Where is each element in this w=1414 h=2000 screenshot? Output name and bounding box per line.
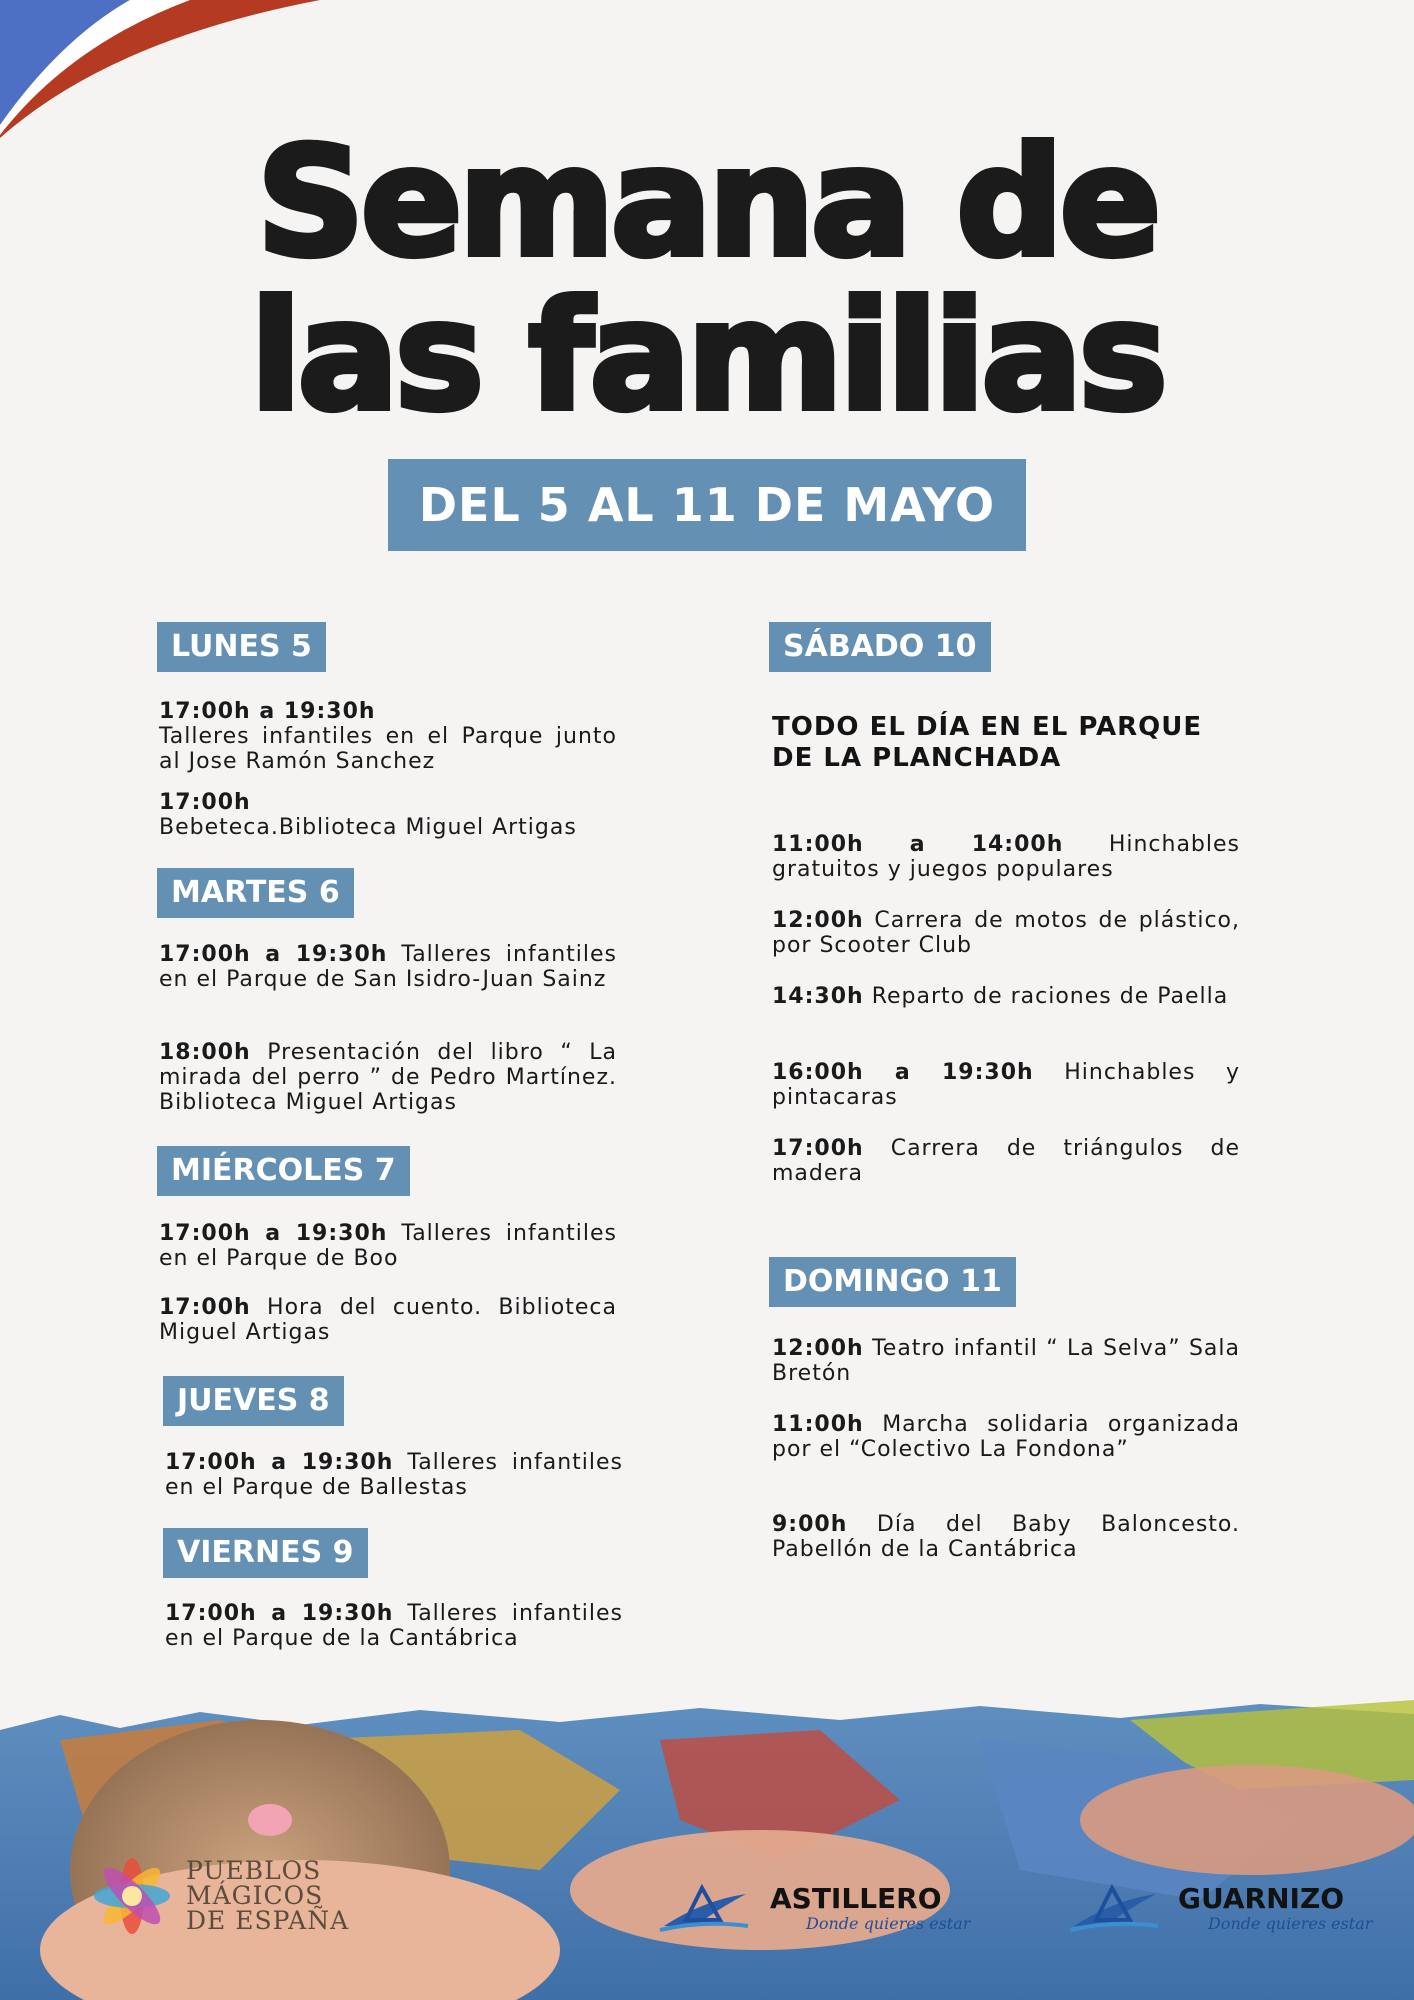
event-domingo-2 xyxy=(772,1412,1240,1462)
event-domingo-1 xyxy=(772,1336,1240,1386)
pueblos-magicos-flower-logo xyxy=(84,1848,180,1944)
guarnizo-logo-tagline: Donde quieres estar xyxy=(1208,1914,1373,1933)
page-title-line2: las familias xyxy=(250,270,1164,444)
event-time: 17:00h xyxy=(772,1136,864,1161)
event-time: 17:00h a 19:30h xyxy=(165,1450,394,1475)
event-time: 18:00h xyxy=(159,1040,251,1065)
event-martes-2 xyxy=(159,1040,617,1115)
day-label-miercoles: MIÉRCOLES 7 xyxy=(157,1146,410,1196)
event-text: Talleres infantiles en el Parque de San Isidro-Juan Sainz xyxy=(159,942,617,992)
sabado-headline: TODO EL DÍA EN EL PARQUE DE LA PLANCHADA xyxy=(772,712,1203,773)
event-text: Hinchables gratuitos y juegos populares xyxy=(772,832,1241,882)
event-text: Hora del cuento. Biblioteca Miguel Artigas xyxy=(159,1295,617,1345)
event-time: 17:00h a 19:30h xyxy=(165,1601,394,1626)
event-text: Carrera de triángulos de madera xyxy=(772,1136,1240,1186)
event-sabado-1 xyxy=(772,832,1240,882)
event-text: Presentación del libro “ La mirada del perro ” de Pedro Martínez. Biblioteca Miguel Artigas xyxy=(159,1040,617,1115)
page-title-line1: Semana de xyxy=(256,116,1158,290)
event-text: Teatro infantil “ La Selva” Sala Bretón xyxy=(772,1336,1241,1386)
event-viernes-1 xyxy=(165,1601,623,1651)
event-text: Talleres infantiles en el Parque de la Cantábrica xyxy=(165,1601,623,1651)
astillero-logo-tagline: Donde quieres estar xyxy=(806,1914,971,1933)
day-label-sabado: SÁBADO 10 xyxy=(769,622,991,672)
children-photo-banner xyxy=(0,1700,1414,2000)
event-time: 12:00h xyxy=(772,1336,864,1361)
event-text: Marcha solidaria organizada por el “Colectivo La Fondona” xyxy=(772,1412,1241,1462)
event-text: Carrera de motos de plástico, por Scooter Club xyxy=(772,908,1240,958)
guarnizo-logo-name: GUARNIZO xyxy=(1178,1882,1345,1915)
event-time: 17:00h a 19:30h xyxy=(159,699,376,724)
guarnizo-sail-logo xyxy=(1066,1880,1162,1936)
event-sabado-4 xyxy=(772,1060,1240,1110)
event-time: 17:00h a 19:30h xyxy=(159,1221,388,1246)
logo-line: MÁGICOS xyxy=(186,1881,324,1910)
event-time: 17:00h xyxy=(159,790,251,815)
day-label-domingo: DOMINGO 11 xyxy=(769,1257,1016,1307)
event-text: Talleres infantiles en el Parque junto al Jose Ramón Sanchez xyxy=(159,724,617,774)
pueblos-magicos-logo-text xyxy=(186,1858,349,1933)
event-martes-1 xyxy=(159,942,617,992)
event-text: Talleres infantiles en el Parque de Boo xyxy=(159,1221,617,1271)
event-text: Reparto de raciones de Paella xyxy=(871,984,1229,1009)
event-time: 14:30h xyxy=(772,984,864,1009)
event-text: Bebeteca.Biblioteca Miguel Artigas xyxy=(159,815,577,840)
day-label-jueves: JUEVES 8 xyxy=(163,1376,344,1426)
day-label-martes: MARTES 6 xyxy=(157,868,354,918)
event-time: 9:00h xyxy=(772,1512,848,1537)
event-lunes-1 xyxy=(159,699,617,774)
event-time: 17:00h xyxy=(159,1295,251,1320)
astillero-sail-logo xyxy=(656,1880,752,1936)
day-label-lunes: LUNES 5 xyxy=(157,622,326,672)
event-time: 11:00h a 14:00h xyxy=(772,832,1064,857)
event-text: Día del Baby Baloncesto. Pabellón de la Cantábrica xyxy=(772,1512,1241,1562)
event-text: Hinchables y pintacaras xyxy=(772,1060,1240,1110)
event-time: 11:00h xyxy=(772,1412,864,1437)
event-time: 16:00h a 19:30h xyxy=(772,1060,1034,1085)
event-text: Talleres infantiles en el Parque de Ballestas xyxy=(165,1450,623,1500)
event-time: 17:00h a 19:30h xyxy=(159,942,388,967)
event-domingo-3 xyxy=(772,1512,1240,1562)
event-sabado-2 xyxy=(772,908,1240,958)
event-time: 12:00h xyxy=(772,908,864,933)
event-jueves-1 xyxy=(165,1450,623,1500)
event-lunes-2 xyxy=(159,790,617,840)
day-label-viernes: VIERNES 9 xyxy=(163,1528,368,1578)
astillero-logo-name: ASTILLERO xyxy=(770,1882,942,1915)
event-sabado-5 xyxy=(772,1136,1240,1186)
logo-line: DE ESPAÑA xyxy=(186,1906,350,1935)
logo-line: PUEBLOS xyxy=(186,1856,322,1885)
date-range-banner: DEL 5 AL 11 DE MAYO xyxy=(388,459,1026,551)
event-miercoles-2 xyxy=(159,1295,617,1345)
event-sabado-3 xyxy=(772,984,1240,1009)
event-miercoles-1 xyxy=(159,1221,617,1271)
